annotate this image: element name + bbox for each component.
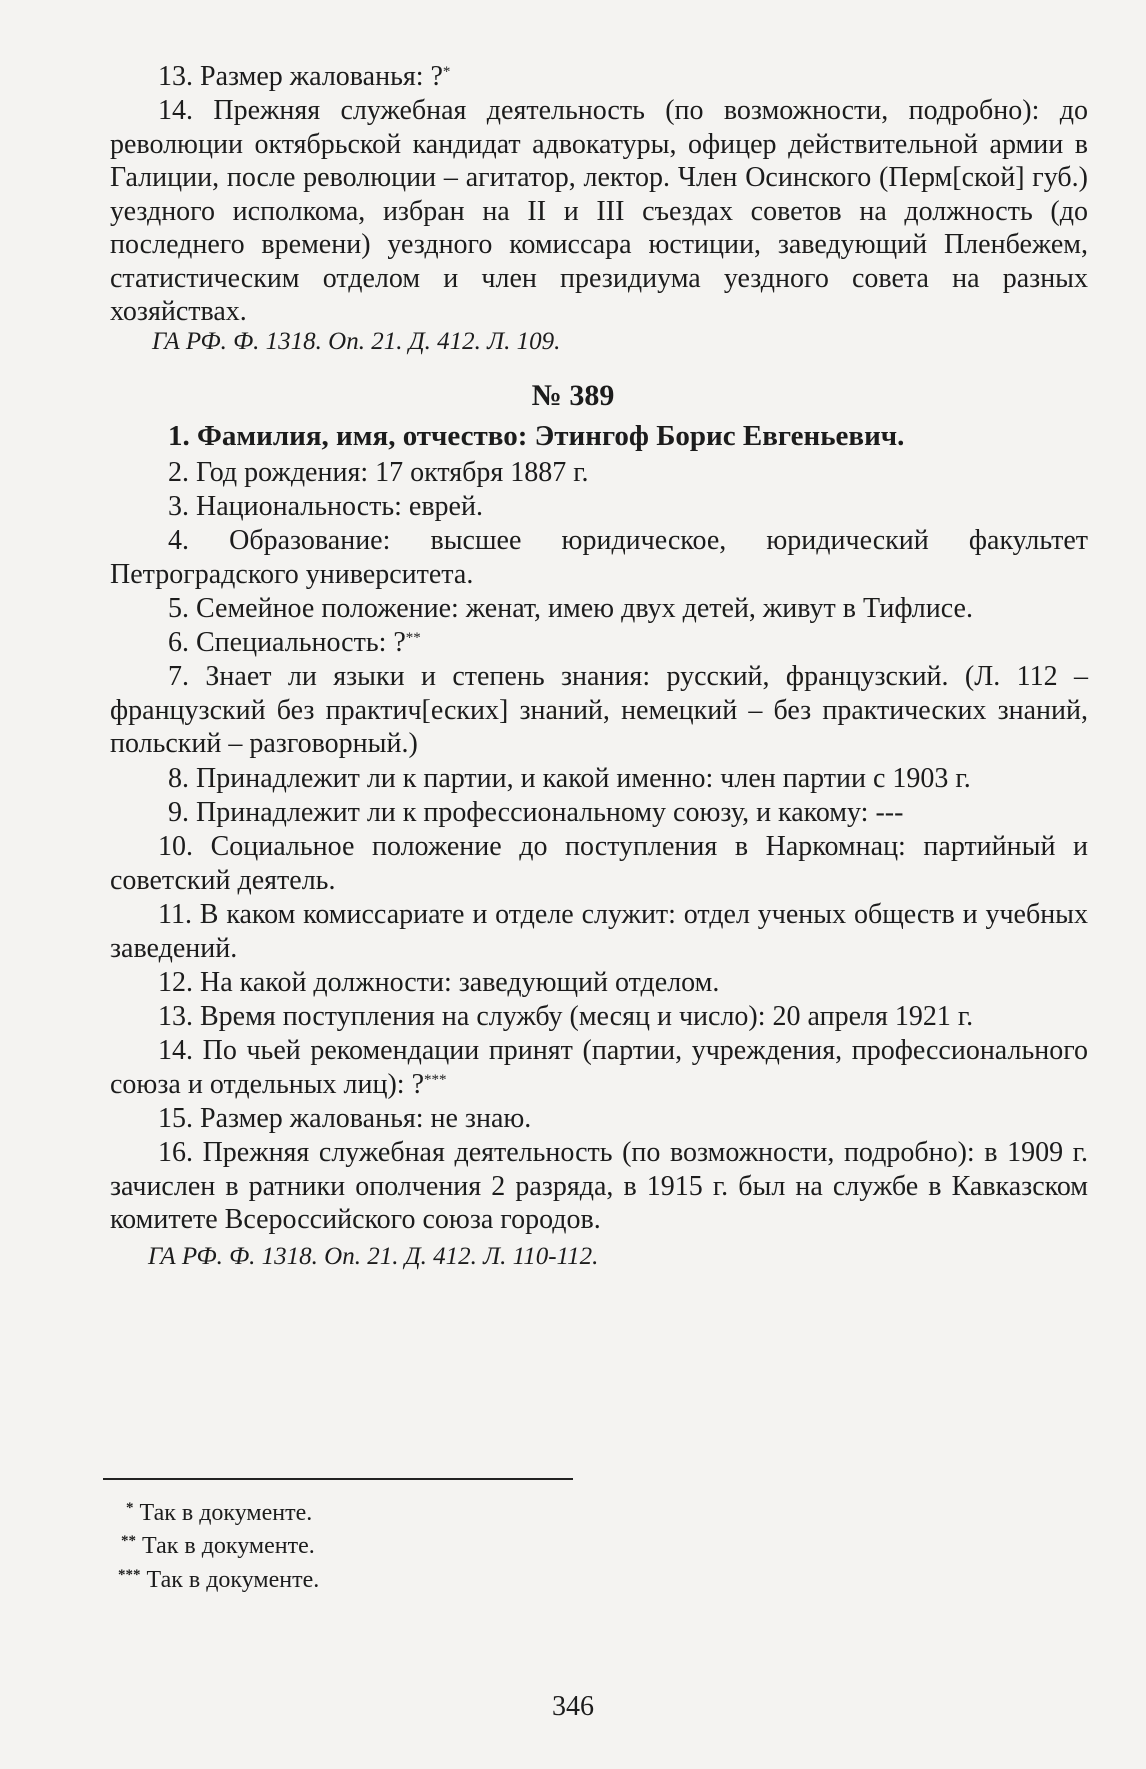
footnote-2: ** Так в документе. — [121, 1533, 315, 1559]
footnote-3: *** Так в документе. — [118, 1567, 320, 1593]
record-item-16: 16. Прежняя служебная деятельность (по возможности, подробно): в 1909 г. зачислен в ратники ополчения 2 разряда, в 1915 г. был на службе в Кавказском комитете Всероссийского союза городов. — [110, 1137, 1088, 1235]
top-archive-source: ГА РФ. Ф. 1318. Оп. 21. Д. 412. Л. 109. — [152, 328, 561, 355]
record-item-1: 1. Фамилия, имя, отчество: Этингоф Борис Евгеньевич. — [168, 420, 905, 452]
page-number: 346 — [552, 1691, 594, 1722]
record-item-14: 14. По чьей рекомендации принят (партии, учреждения, профессионального союза и отдельных лиц): ?*** — [110, 1035, 1088, 1100]
record-item-5: 5. Семейное положение: женат, имею двух детей, живут в Тифлисе. — [168, 593, 973, 624]
record-item-15: 15. Размер жалованья: не знаю. — [158, 1103, 532, 1134]
record-item-8: 8. Принадлежит ли к партии, и какой именно: член партии с 1903 г. — [168, 763, 971, 794]
record-item-6: 6. Специальность: ?** — [168, 627, 421, 658]
footnote-divider — [103, 1478, 573, 1480]
record-item-9: 9. Принадлежит ли к профессиональному союзу, и какому: --- — [168, 797, 904, 828]
record-item-10: 10. Социальное положение до поступления в Наркомнац: партийный и советский деятель. — [110, 831, 1088, 896]
top-item-14: 14. Прежняя служебная деятельность (по возможности, подробно): до революции октябрьской кандидат адвокатуры, офицер действительной армии в Галиции, после революции – агитатор, лектор. Член Осинского (Перм[ской] губ.) уездного исполкома, избран на II и III съездах советов на должность (до последнего времени) уездного комиссара юстиции, заведующий Пленбежем, статистическим отделом и член президиума уездного совета на разных хозяйствах. — [110, 95, 1088, 327]
record-item-7: 7. Знает ли языки и степень знания: русский, французский. (Л. 112 –французский без практич[еских] знаний, немецкий – без практических знаний, польский – разговорный.) — [110, 661, 1088, 759]
top-item-13: 13. Размер жалованья: ?* — [158, 61, 451, 92]
record-item-4: 4. Образование: высшее юридическое, юридический факультет Петроградского университета. — [110, 525, 1088, 590]
record-item-3: 3. Национальность: еврей. — [168, 491, 483, 522]
record-item-12: 12. На какой должности: заведующий отделом. — [158, 967, 720, 998]
footnote-1: * Так в документе. — [126, 1500, 313, 1526]
record-item-11: 11. В каком комиссариате и отделе служит: отдел ученых обществ и учебных заведений. — [110, 899, 1088, 964]
record-item-13: 13. Время поступления на службу (месяц и число): 20 апреля 1921 г. — [158, 1001, 974, 1032]
record-archive-source: ГА РФ. Ф. 1318. Оп. 21. Д. 412. Л. 110-112. — [148, 1243, 599, 1270]
record-item-2: 2. Год рождения: 17 октября 1887 г. — [168, 457, 589, 488]
record-number: № 389 — [531, 379, 615, 412]
